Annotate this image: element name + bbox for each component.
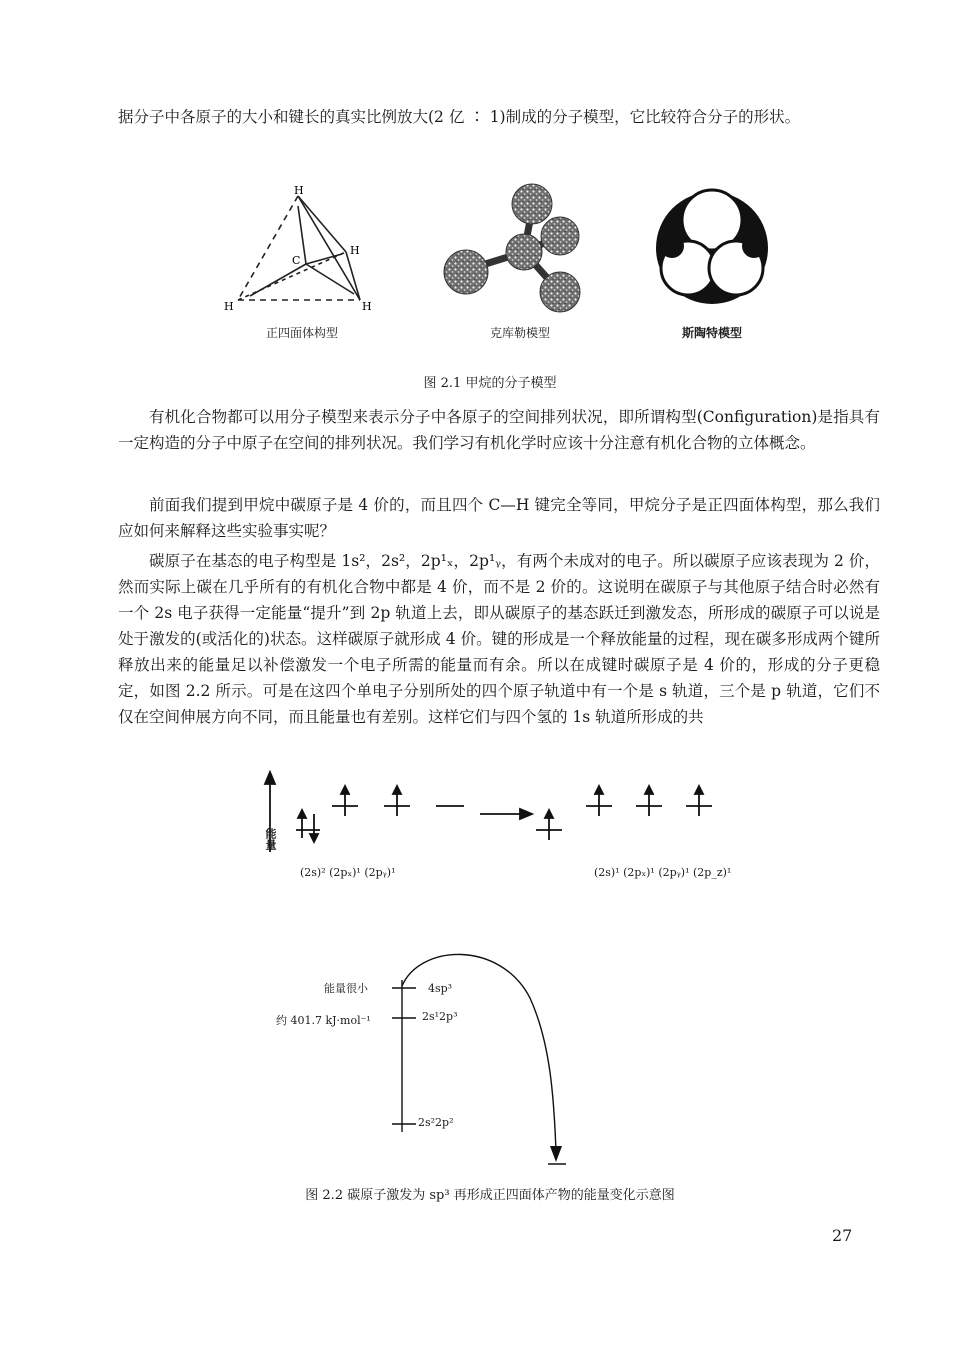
level-label-excited: 2s¹2p³ bbox=[422, 1010, 458, 1023]
atom-label-h-left: H bbox=[224, 300, 234, 313]
model-label-stuart: 斯陶特模型 bbox=[681, 326, 742, 340]
intro-text: 据分子中各原子的大小和键长的真实比例放大(2 亿 ∶ 1)制成的分子模型，它比较符合分子的形状。 bbox=[118, 108, 801, 126]
energy-level-drawing bbox=[380, 946, 600, 1168]
paragraph-methane-question: 前面我们提到甲烷中碳原子是 4 价的，而且四个 C—H 键完全等同，甲烷分子是正四面体构型，那么我们应如何来解释这些实验事实呢？ bbox=[118, 496, 880, 540]
excited-state-config: (2s)¹ (2pₓ)¹ (2pᵧ)¹ (2p_z)¹ bbox=[594, 866, 732, 879]
atom-label-h-top: H bbox=[294, 184, 304, 197]
ground-state-config: (2s)² (2pₓ)¹ (2pᵧ)¹ bbox=[300, 866, 396, 879]
figure-2-2-caption: 图 2.2 碳原子激发为 sp³ 再形成正四面体产物的能量变化示意图 bbox=[305, 1188, 675, 1203]
page-number: 27 bbox=[832, 1226, 853, 1245]
paragraph-carbon-excitation: 碳原子在基态的电子构型是 1s²，2s²，2p¹ₓ，2p¹ᵧ，有两个未成对的电子。所以碳原子应该表现为 2 价，然而实际上碳在几乎所有的有机化合物中都是 4 价，而不是 2 价的。这说明在碳原子与其他原子结合时必然有一个 2s 电子获得一定能量“提升”到 2p 轨道上去，即从碳原子的基态跃迁到激发态，所形成的碳原子可以说是处于激发的(或活化的)状态。这样碳原子就形成 4 价。键的形成是一个释放能量的过程，现在碳多形成两个键所释放出来的能量足以补偿激发一个电子所需的能量而有余。所以在成键时碳原子是 4 价的，形成的分子更稳定，如图 2.2 所示。可是在这四个单电子分别所处的四个原子轨道中有一个是 s 轨道，三个是 p 轨道，它们不仅在空间伸展方向不同，而且能量也有差别。这样它们与四个氢的 1s 轨道所形成的共 bbox=[118, 552, 880, 726]
level-label-ground: 2s²2p² bbox=[418, 1116, 454, 1129]
atom-label-h-bottom-right: H bbox=[362, 300, 372, 313]
paragraph-configuration: 有机化合物都可以用分子模型来表示分子中各原子的空间排列状况，即所谓构型(Configuration)是指具有一定构造的分子中原子在空间的排列状况。我们学习有机化学时应该十分注意有机化合物的立体概念。 bbox=[118, 408, 880, 452]
model-label-tetrahedral: 正四面体构型 bbox=[265, 326, 338, 340]
atom-label-c: C bbox=[292, 254, 301, 267]
model-label-kekule: 克库勒模型 bbox=[489, 326, 550, 340]
figure-2-1-caption: 图 2.1 甲烷的分子模型 bbox=[423, 376, 557, 391]
atom-label-h-right: H bbox=[350, 244, 360, 257]
level-label-small-energy: 能量很小 bbox=[324, 982, 368, 995]
level-label-sp3: 4sp³ bbox=[428, 982, 453, 995]
level-label-energy-amount: 约 401.7 kJ·mol⁻¹ bbox=[276, 1014, 371, 1027]
energy-axis-label: 能量 bbox=[264, 828, 277, 850]
